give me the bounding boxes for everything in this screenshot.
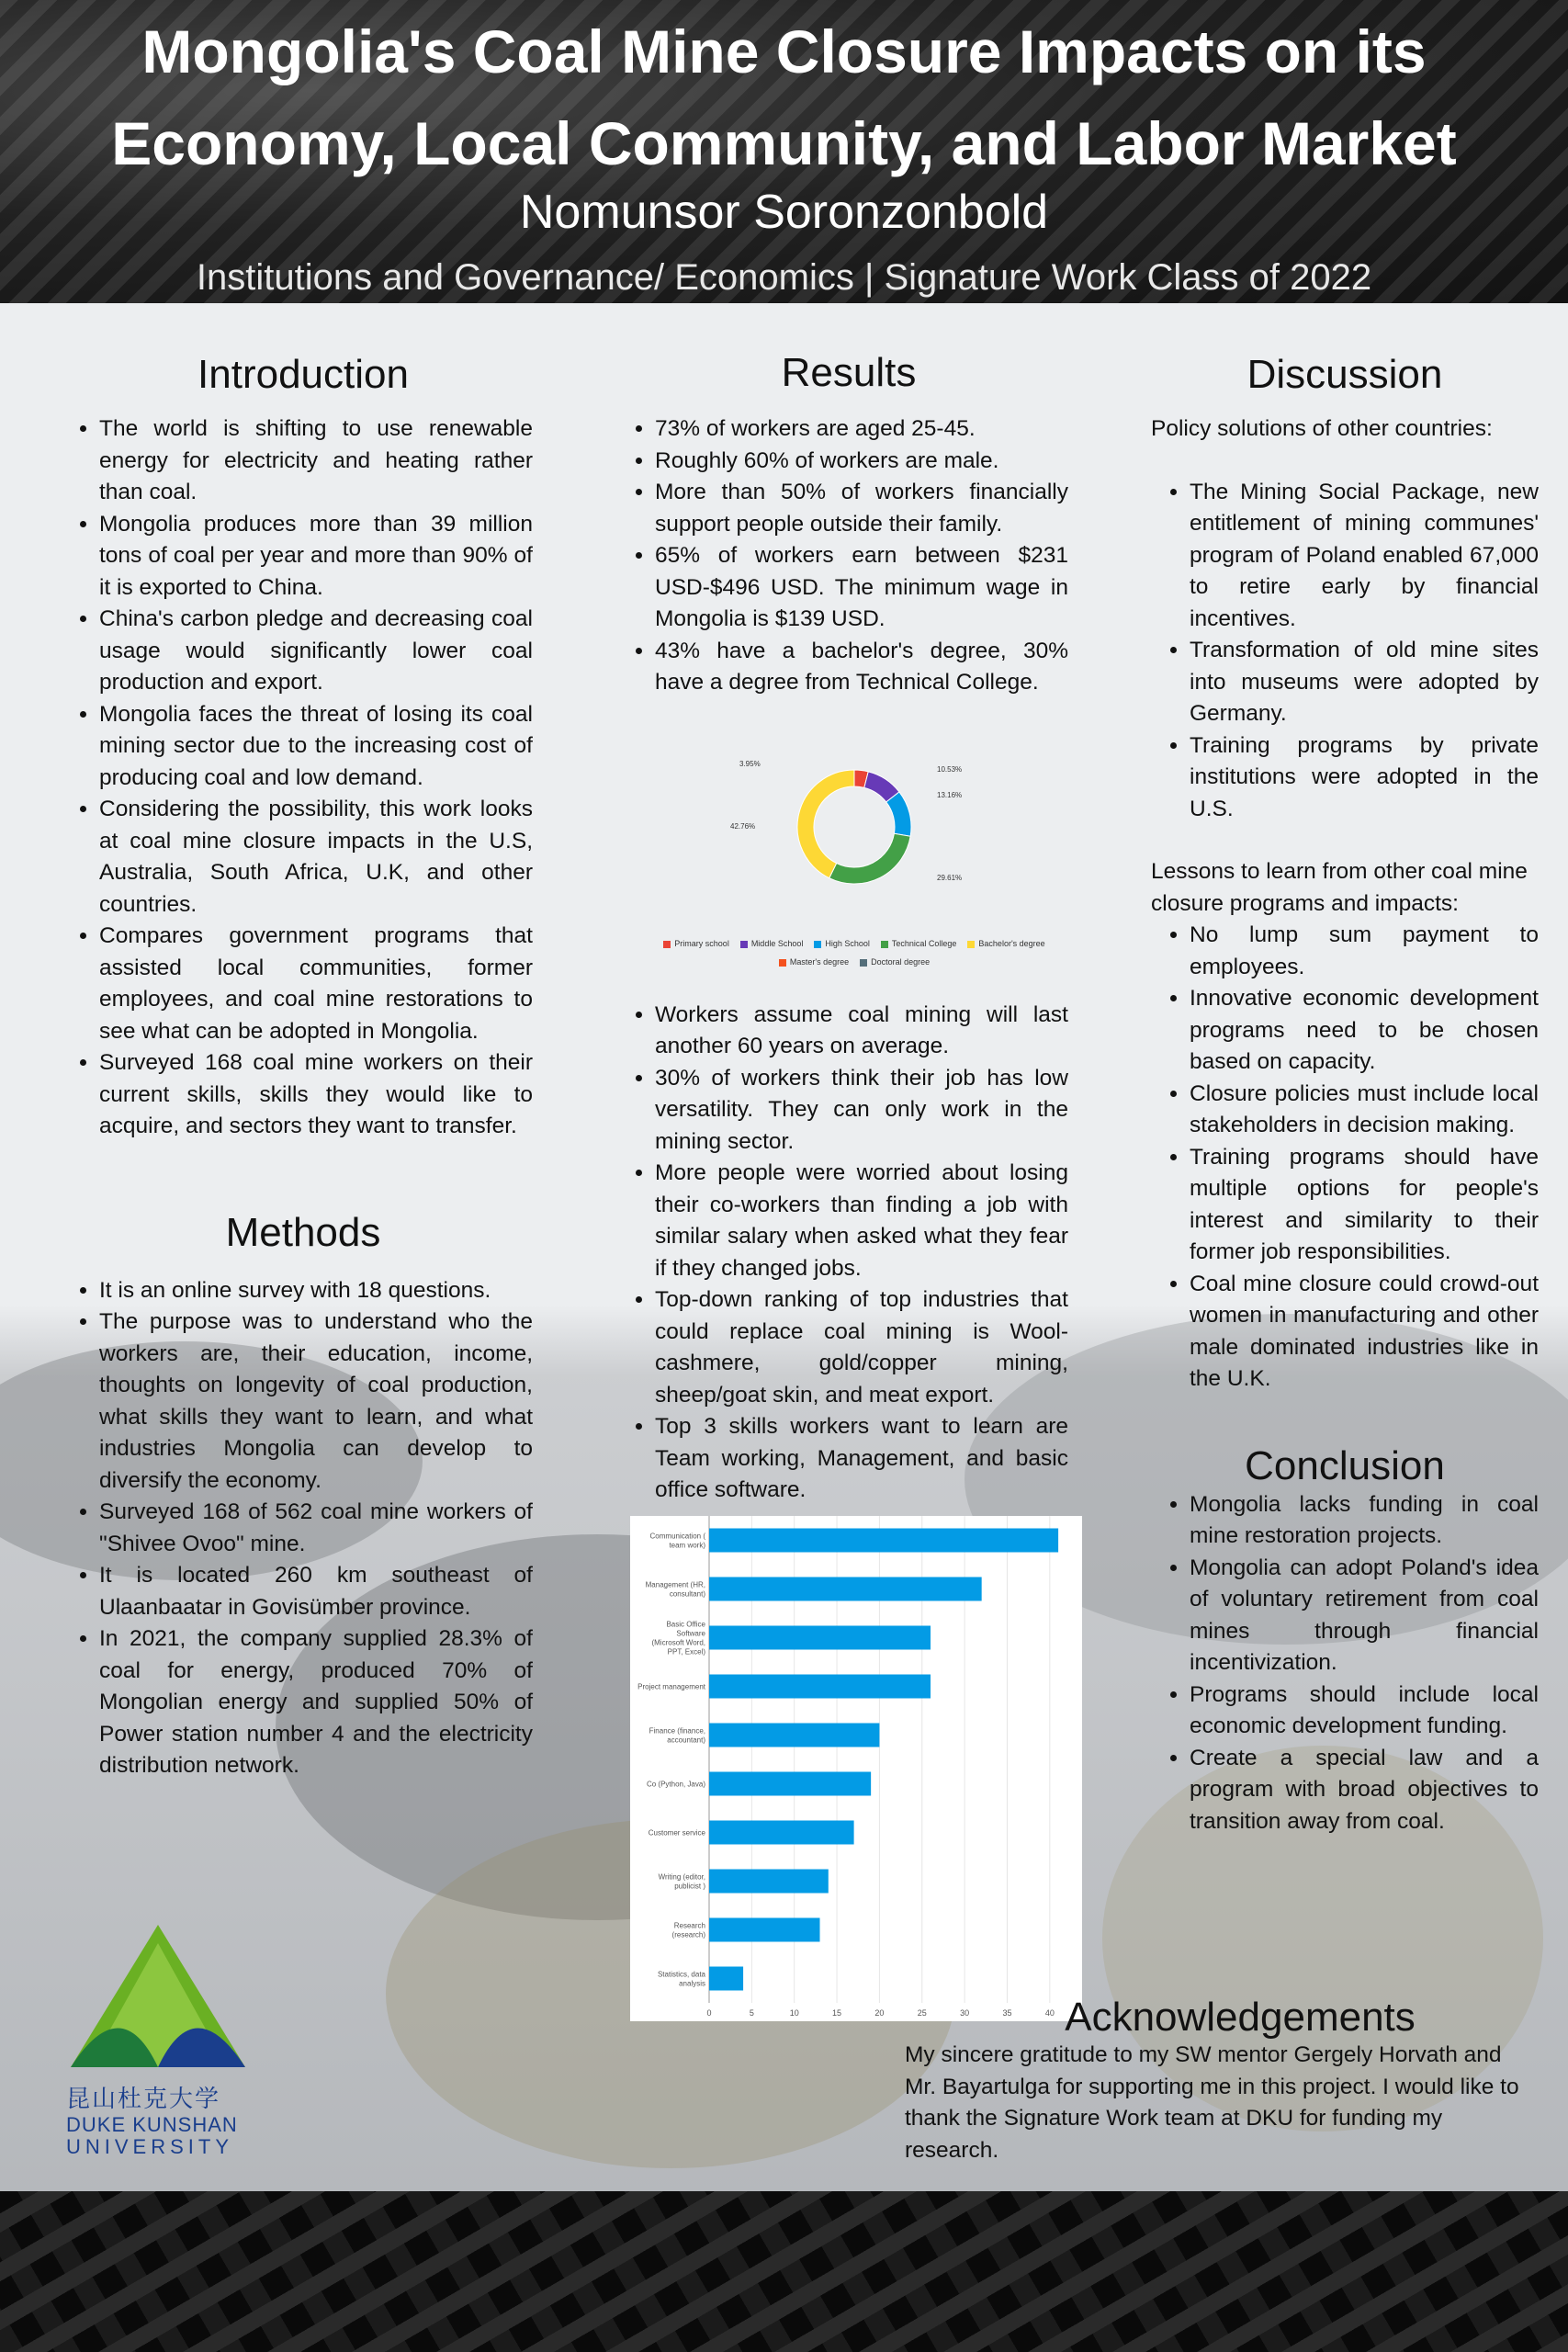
list-item: • The Mining Social Package, new entitlement of mining communes' program of Poland enabled 67,000 to retire early by financial incentives. bbox=[1190, 477, 1539, 636]
legend-label: Middle School bbox=[750, 939, 804, 948]
bar bbox=[709, 1772, 871, 1796]
results-heading: Results bbox=[781, 350, 917, 395]
list-item: • Mongolia produces more than 39 million tons of coal per year and more than 90% of it is exported to China. bbox=[99, 509, 533, 605]
skills-bar-chart bbox=[630, 1516, 1082, 2021]
methods-list bbox=[73, 1275, 533, 1782]
list-item: • It is an online survey with 18 questions. bbox=[99, 1275, 533, 1307]
bar bbox=[709, 1821, 854, 1845]
list-item: • Considering the possibility, this work looks at coal mine closure impacts in the U.S, Australia, South Africa, U.K, and other countries. bbox=[99, 794, 533, 921]
legend-item bbox=[740, 934, 804, 953]
legend-item bbox=[860, 953, 930, 971]
legend-label: Doctoral degree bbox=[871, 957, 931, 967]
category-label: Basic Office Software (Microsoft Word, PPT, Excel) bbox=[651, 1620, 705, 1657]
category-label: Writing (editor, publicist ) bbox=[658, 1872, 705, 1891]
logo-line2: UNIVERSITY bbox=[66, 2135, 234, 2158]
list-item: • Top 3 skills workers want to learn are Team working, Management, and basic office software. bbox=[655, 1411, 1068, 1507]
results-list-top bbox=[629, 413, 1068, 699]
list-item: • More people were worried about losing their co-workers than finding a job with similar salary when asked what they fear if they changed jobs. bbox=[655, 1158, 1068, 1284]
logo-mark-icon bbox=[66, 1925, 250, 2072]
lessons-intro: Lessons to learn from other coal mine closure programs and impacts: bbox=[1151, 859, 1528, 916]
bar bbox=[709, 1529, 1058, 1553]
legend-label: Technical College bbox=[891, 939, 957, 948]
discussion-heading: Discussion bbox=[1247, 352, 1443, 397]
bar bbox=[709, 1577, 982, 1601]
list-item: • Create a special law and a program with broad objectives to transition away from coal. bbox=[1190, 1743, 1539, 1838]
legend-item bbox=[779, 953, 849, 971]
list-item: • Roughly 60% of workers are male. bbox=[655, 446, 1068, 478]
methods-heading: Methods bbox=[225, 1209, 381, 1255]
list-item: • Workers assume coal mining will last another 60 years on average. bbox=[655, 1000, 1068, 1063]
legend-item bbox=[967, 934, 1044, 953]
list-item: • Training programs by private institutions were adopted in the U.S. bbox=[1190, 730, 1539, 826]
donut-slice-3 bbox=[829, 833, 910, 884]
x-tick-label: 40 bbox=[1044, 2008, 1055, 2018]
category-label: Research (research) bbox=[671, 1921, 705, 1939]
legend-item bbox=[663, 934, 729, 953]
acknowledgements-section bbox=[905, 1996, 1539, 2166]
x-tick-label: 10 bbox=[789, 2008, 799, 2018]
x-tick-label: 25 bbox=[917, 2008, 927, 2018]
conclusion-heading: Conclusion bbox=[1245, 1442, 1445, 1488]
list-item: • Transformation of old mine sites into museums were adopted by Germany. bbox=[1190, 635, 1539, 730]
right-column bbox=[1151, 349, 1539, 1838]
introduction-list bbox=[73, 413, 533, 1143]
list-item: • No lump sum payment to employees. bbox=[1190, 920, 1539, 983]
donut-label: 10.53% bbox=[937, 765, 963, 774]
list-item: • More than 50% of workers financially support people outside their family. bbox=[655, 477, 1068, 540]
list-item: • 73% of workers are aged 25-45. bbox=[655, 413, 1068, 446]
legend-swatch bbox=[779, 959, 786, 967]
bar bbox=[709, 1870, 829, 1894]
list-item: • Compares government programs that assisted local communities, former employees, and coal mine restorations to see what can be adopted in Mongolia. bbox=[99, 921, 533, 1047]
category-label: Project management bbox=[637, 1682, 705, 1691]
legend-item bbox=[814, 934, 870, 953]
legend-swatch bbox=[663, 941, 671, 948]
logo-line1: DUKE KUNSHAN bbox=[66, 2113, 238, 2136]
donut-slice-2 bbox=[886, 792, 911, 836]
category-label: Finance (finance, accountant) bbox=[649, 1726, 705, 1745]
middle-column bbox=[629, 347, 1068, 1507]
legend-swatch bbox=[814, 941, 821, 948]
x-tick-label: 30 bbox=[960, 2008, 970, 2018]
list-item: • Mongolia faces the threat of losing its coal mining sector due to the increasing cost of producing coal and low demand. bbox=[99, 699, 533, 795]
list-item: • It is located 260 km southeast of Ulaanbaatar in Govisümber province. bbox=[99, 1560, 533, 1623]
introduction-heading: Introduction bbox=[197, 352, 409, 397]
acknowledgements-heading: Acknowledgements bbox=[1065, 1995, 1416, 2040]
acknowledgements-text: My sincere gratitude to my SW mentor Gergely Horvath and Mr. Bayartulga for supporting me in this project. I would like to thank the Signature Work team at DKU for funding my research. bbox=[905, 2042, 1519, 2163]
duke-kunshan-logo bbox=[66, 1925, 250, 2159]
donut-label: 29.61% bbox=[937, 874, 963, 882]
list-item: • Mongolia lacks funding in coal mine restoration projects. bbox=[1190, 1489, 1539, 1553]
poster-footer bbox=[0, 2191, 1568, 2352]
list-item: • Programs should include local economic development funding. bbox=[1190, 1679, 1539, 1743]
list-item: • Coal mine closure could crowd-out women in manufacturing and other male dominated industries like in the U.K. bbox=[1190, 1269, 1539, 1396]
category-label: Statistics, data analysis bbox=[657, 1970, 705, 1988]
discussion-list bbox=[1151, 477, 1539, 826]
list-item: • Closure policies must include local stakeholders in decision making. bbox=[1190, 1079, 1539, 1142]
donut-label: 13.16% bbox=[937, 791, 963, 799]
legend-swatch bbox=[967, 941, 975, 948]
list-item: • In 2021, the company supplied 28.3% of coal for energy, produced 70% of Mongolian energy and supplied 50% of Power station number 4 and the electricity distribution network. bbox=[99, 1623, 533, 1782]
list-item: • The world is shifting to use renewable energy for electricity and heating rather than coal. bbox=[99, 413, 533, 509]
list-item: • Mongolia can adopt Poland's idea of voluntary retirement from coal mines through financial incentivization. bbox=[1190, 1553, 1539, 1679]
legend-label: Master's degree bbox=[789, 957, 850, 967]
legend-swatch bbox=[740, 941, 748, 948]
x-tick-label: 20 bbox=[874, 2008, 885, 2018]
list-item: • Innovative economic development programs need to be chosen based on capacity. bbox=[1190, 983, 1539, 1079]
results-list-bottom bbox=[629, 1000, 1068, 1507]
list-item: • Training programs should have multiple options for people's interest and similarity to their former job responsibilities. bbox=[1190, 1142, 1539, 1269]
x-tick-label: 0 bbox=[706, 2008, 712, 2018]
donut-label: 3.95% bbox=[739, 760, 761, 768]
donut-label: 42.76% bbox=[730, 822, 756, 831]
bar bbox=[709, 1967, 743, 1991]
x-tick-label: 35 bbox=[1002, 2008, 1012, 2018]
x-tick-label: 5 bbox=[749, 2008, 754, 2018]
conclusion-list bbox=[1151, 1489, 1539, 1838]
poster-header bbox=[0, 0, 1568, 303]
legend-swatch bbox=[881, 941, 888, 948]
discussion-intro: Policy solutions of other countries: bbox=[1151, 416, 1493, 441]
list-item: • 43% have a bachelor's degree, 30% have a degree from Technical College. bbox=[655, 636, 1068, 699]
list-item: • 65% of workers earn between $231 USD-$496 USD. The minimum wage in Mongolia is $139 USD. bbox=[655, 540, 1068, 636]
category-label: Co (Python, Java) bbox=[646, 1780, 705, 1789]
category-label: Communication ( team work) bbox=[649, 1532, 705, 1550]
legend-label: Bachelor's degree bbox=[978, 939, 1045, 948]
list-item: • Top-down ranking of top industries that could replace coal mining is Wool-cashmere, gold/copper mining, sheep/goat skin, and meat export. bbox=[655, 1284, 1068, 1411]
legend-label: Primary school bbox=[674, 939, 729, 948]
category-label: Management (HR, consultant) bbox=[645, 1580, 705, 1599]
donut-slice-4 bbox=[797, 770, 854, 878]
legend-label: High School bbox=[825, 939, 870, 948]
lessons-list bbox=[1151, 920, 1539, 1396]
logo-chinese-name: 昆山杜克大学 bbox=[66, 2086, 221, 2113]
donut-legend bbox=[643, 934, 1066, 971]
list-item: • The purpose was to understand who the workers are, their education, income, thoughts on longevity of coal production, what skills they want to learn, and what industries Mongolia can develop to diversify the economy. bbox=[99, 1306, 533, 1497]
list-item: • Surveyed 168 of 562 coal mine workers of "Shivee Ovoo" mine. bbox=[99, 1497, 533, 1560]
list-item: • 30% of workers think their job has low versatility. They can only work in the mining sector. bbox=[655, 1063, 1068, 1159]
list-item: • Surveyed 168 coal mine workers on their current skills, skills they would like to acquire, and sectors they want to transfer. bbox=[99, 1047, 533, 1143]
bar bbox=[709, 1626, 931, 1650]
author-name: Nomunsor Soronzonbold bbox=[519, 186, 1049, 239]
bar bbox=[709, 1724, 879, 1747]
poster-title: Mongolia's Coal Mine Closure Impacts on its Economy, Local Community, and Labor Market bbox=[111, 17, 1457, 177]
legend-item bbox=[881, 934, 957, 953]
list-item: • China's carbon pledge and decreasing coal usage would significantly lower coal production and export. bbox=[99, 604, 533, 699]
affiliation: Institutions and Governance/ Economics | Signature Work Class of 2022 bbox=[196, 257, 1372, 298]
skills-bar-chart-panel bbox=[630, 1516, 1082, 2021]
left-column bbox=[73, 349, 533, 1782]
bar bbox=[709, 1675, 931, 1699]
education-donut-chart bbox=[726, 744, 983, 910]
bar bbox=[709, 1918, 820, 1942]
category-label: Customer service bbox=[648, 1828, 705, 1838]
x-tick-label: 15 bbox=[832, 2008, 842, 2018]
legend-swatch bbox=[860, 959, 867, 967]
